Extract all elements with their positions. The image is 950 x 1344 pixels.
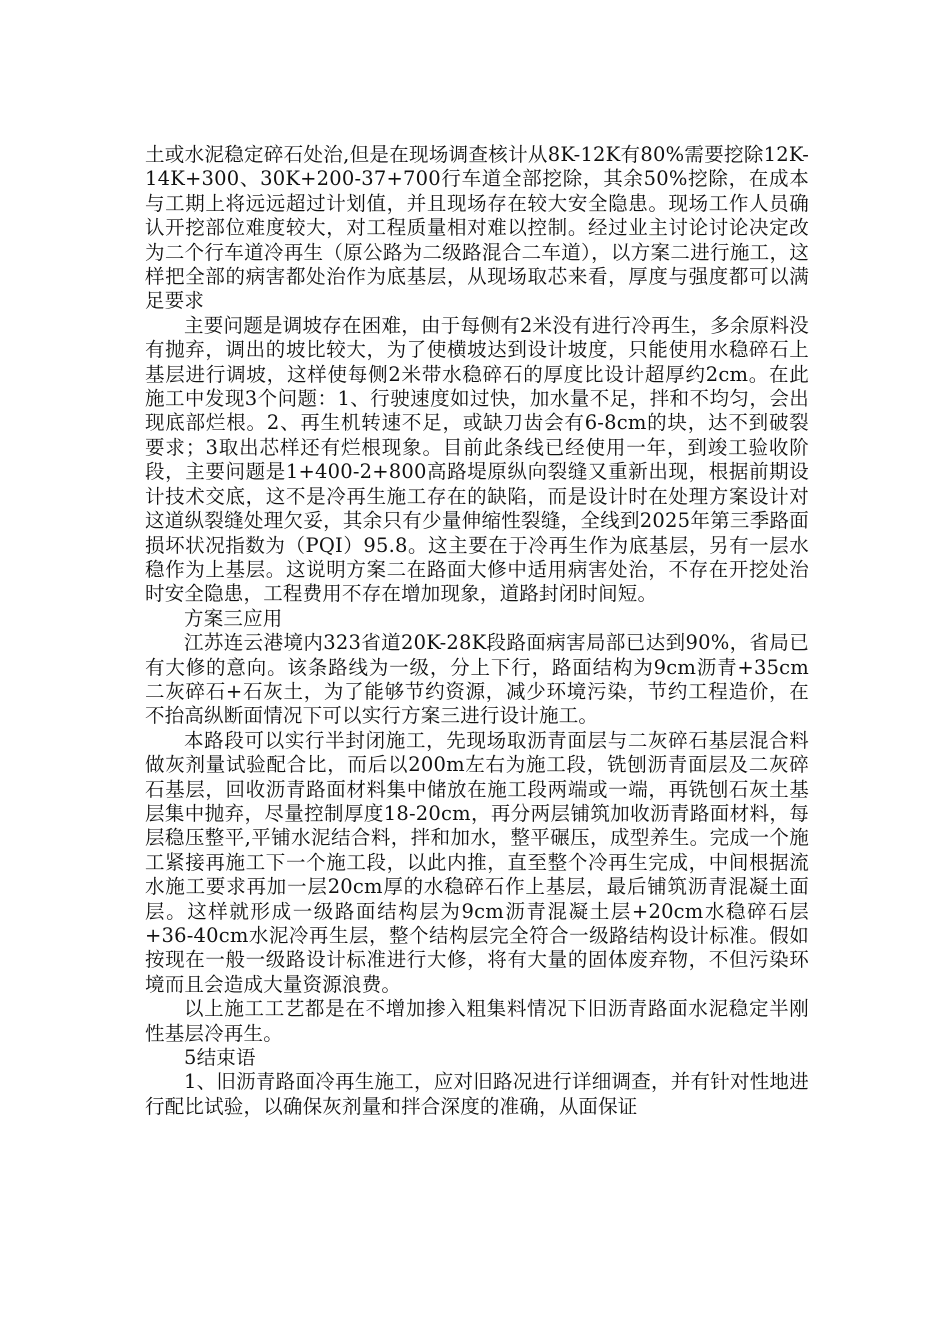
paragraph-construction-method: 本路段可以实行半封闭施工，先现场取沥青面层与二灰碎石基层混合料做灰剂量试验配合比，而后以200m左右为施工段，铣刨沥青面层及二灰碎石基层，回收沥青路面材料集中储放在施工段两端或一端，再铣刨石灰土基层集中抛弃，尽量控制厚度18-20cm，再分两层铺筑加收沥青路面材料，每层稳压整平,平铺水泥结合料，拌和加水，整平碾压，成型养生。完成一个施工紧接再施工下一个施工段，以此内推，直至整个冷再生完成，中间根据流水施工要求再加一层20cm厚的水稳碎石作上基层，最后铺筑沥青混凝土面层。这样就形成一级路面结构层为9cm沥青混凝土层+20cm水稳碎石层+36-40cm水泥冷再生层，整个结构层完全符合一级路结构设计标准。假如按现在一般一级路设计标准进行大修，将有大量的固体废弃物，不但污染环境而且会造成大量资源浪费。 xyxy=(145,728,809,996)
paragraph-main-problem: 主要问题是调坡存在困难，由于每侧有2米没有进行冷再生，多余原料没有抛弃，调出的坡比较大，为了使横坡达到设计坡度，只能使用水稳碎石上基层进行调坡，这样使每侧2米带水稳碎石的厚度比设计超厚约2cm。在此施工中发现3个问题：1、行驶速度如过快，加水量不足，拌和不均匀，会出现底部烂根。2、再生机转速不足，或缺刀齿会有6-8cm的块，达不到破裂要求；3取出芯样还有烂根现象。目前此条线已经使用一年，到竣工验收阶段，主要问题是1+400-2+800高路堤原纵向裂缝又重新出现，根据前期设计技术交底，这不是冷再生施工存在的缺陷，而是设计时在处理方案设计对这道纵裂缝处理欠妥，其余只有少量伸缩性裂缝，全线到2025年第三季路面损坏状况指数为（PQI）95.8。这主要在于冷再生作为底基层，另有一层水稳作为上基层。这说明方案二在路面大修中适用病害处治，不存在开挖处治时安全隐患，工程费用不存在增加现象，道路封闭时间短。 xyxy=(145,313,809,606)
section-heading-scheme-three: 方案三应用 xyxy=(184,606,283,630)
section-heading-conclusion: 5结束语 xyxy=(184,1046,256,1070)
paragraph-conclusion-item-1: 1、旧沥青路面冷再生施工，应对旧路况进行详细调查，并有针对性地进行配比试验，以确保灰剂量和拌合深度的准确，从面保证 xyxy=(145,1070,809,1118)
paragraph-continuation: 土或水泥稳定碎石处治,但是在现场调查核计从8K-12K有80%需要挖除12K-14K+300、30K+200-37+700行车道全部挖除，其余50%挖除，在成本与工期上将远远超过计划值，并且现场存在较大安全隐患。现场工作人员确认开挖部位难度较大，对工程质量相对难以控制。经过业主讨论讨论决定改为二个行车道冷再生（原公路为二级路混合二车道），以方案二进行施工，这样把全部的病害都处治作为底基层，从现场取芯来看，厚度与强度都可以满足要求 xyxy=(145,143,809,313)
paragraph-process-summary: 以上施工工艺都是在不增加掺入粗集料情况下旧沥青路面水泥稳定半刚性基层冷再生。 xyxy=(145,997,809,1045)
paragraph-jiangsu-case: 江苏连云港境内323省道20K-28K段路面病害局部已达到90%，省局已有大修的意向。该条路线为一级，分上下行，路面结构为9cm沥青+35cm二灰碎石+石灰土，为了能够节约资源，减少环境污染，节约工程造价，在不抬高纵断面情况下可以实行方案三进行设计施工。 xyxy=(145,631,809,728)
document-body xyxy=(145,143,809,1119)
